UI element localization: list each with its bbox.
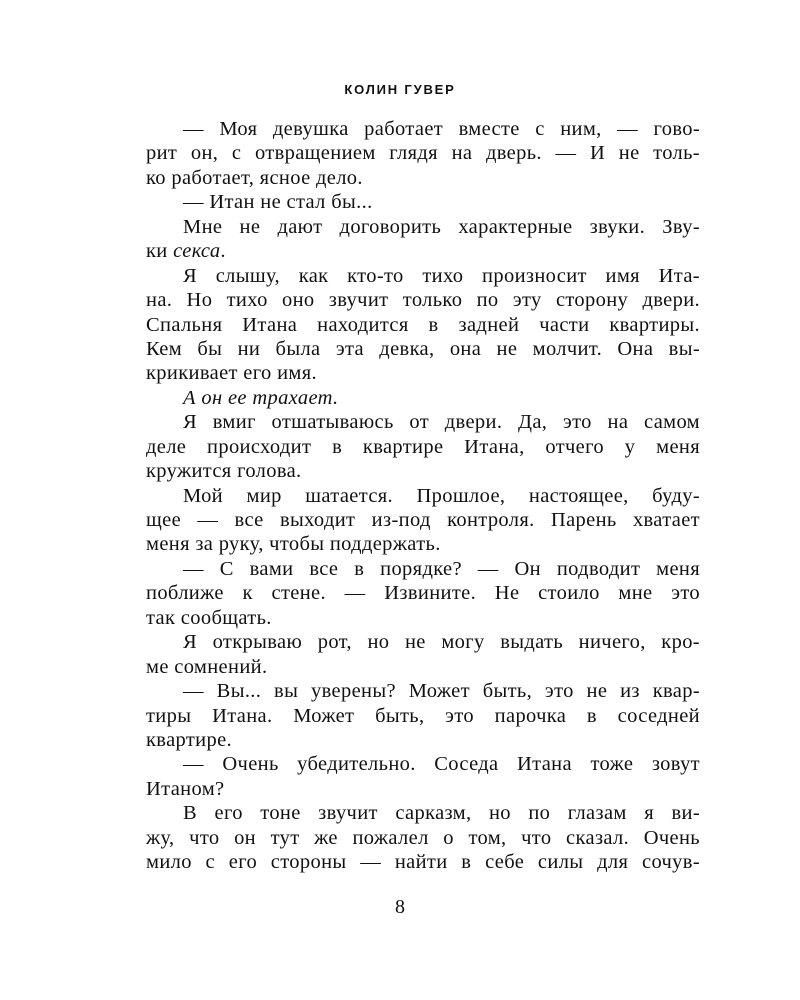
- text-line: поближе к стене. — Извините. Не стоило мне это: [146, 582, 700, 605]
- text-line: щее — все выходит из-под контроля. Парень хватает: [146, 509, 700, 531]
- text-line: меня за руку, чтобы поддержать.: [146, 533, 441, 556]
- text-line: так сообщать.: [146, 606, 272, 629]
- text-line: Мне не дают договорить характерные звуки. Зву-: [183, 215, 700, 238]
- text-line: кружится голова.: [146, 460, 302, 483]
- text-line: Спальня Итана находится в задней части квартиры.: [146, 313, 700, 336]
- text-line: Я открываю рот, но не могу выдать ничего, кро-: [183, 631, 700, 654]
- text-line: В его тоне звучит сарказм, но по глазам я ви-: [183, 802, 700, 825]
- running-header: КОЛИН ГУВЕР: [344, 82, 456, 97]
- text-line: ме сомнений.: [146, 655, 268, 678]
- text-line: А он ее трахает.: [183, 386, 339, 409]
- text-line: Итаном?: [146, 777, 225, 800]
- page-number: 8: [395, 896, 405, 918]
- text-line: — Итан не стал бы...: [183, 191, 373, 214]
- text-line: [146, 239, 700, 263]
- text-line: деле происходит в квартире Итана, отчего у меня: [146, 435, 700, 458]
- text-line: на. Но тихо оно звучит только по эту сторону двери.: [146, 289, 700, 312]
- text-line: крикивает его имя.: [146, 362, 317, 385]
- page-body-text: [146, 117, 700, 875]
- text-line: тиры Итана. Может быть, это парочка в соседней: [146, 704, 700, 727]
- text-segment: .: [220, 240, 226, 263]
- text-line: мило с его стороны — найти в себе силы для сочув-: [146, 851, 700, 874]
- text-line: — С вами все в порядке? — Он подводит меня: [183, 557, 700, 580]
- text-line: жу, что он тут же пожалел о том, что сказал. Очень: [146, 826, 700, 849]
- text-line: Я слышу, как кто-то тихо произносит имя Ита-: [183, 264, 700, 287]
- text-line: ко работает, ясное дело.: [146, 166, 363, 189]
- text-line: рит он, с отвращением глядя на дверь. — И не толь-: [146, 142, 700, 165]
- text-line: Кем бы ни была эта девка, она не молчит. Она вы-: [146, 337, 700, 360]
- text-line: квартире.: [146, 728, 233, 751]
- text-line: — Моя девушка работает вместе с ним, — гово-: [183, 118, 700, 140]
- text-line: Я вмиг отшатываюсь от двери. Да, это на самом: [183, 411, 700, 434]
- text-line: — Очень убедительно. Соседа Итана тоже зовут: [183, 753, 700, 776]
- text-line: — Вы... вы уверены? Может быть, это не из квар-: [183, 680, 700, 703]
- text-line: Мой мир шатается. Прошлое, настоящее, буду-: [183, 484, 700, 507]
- text-segment: ки: [146, 240, 174, 263]
- italic-text-segment: секса: [173, 240, 221, 263]
